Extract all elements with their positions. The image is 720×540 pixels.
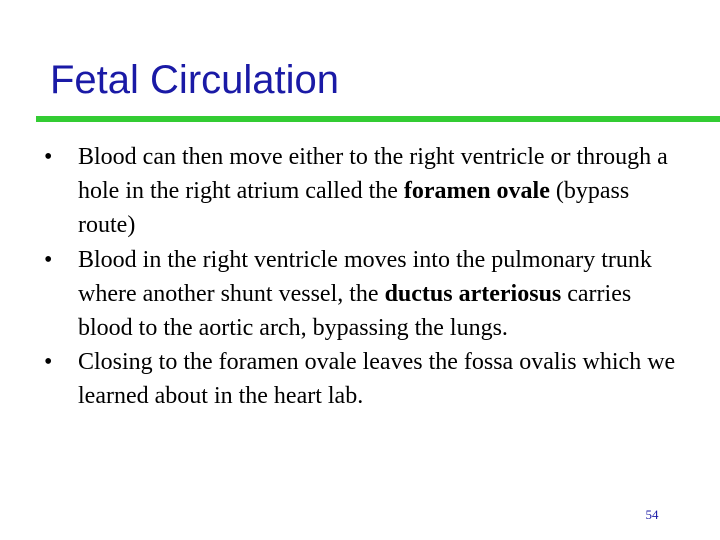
bullet-3-text-before: Closing to the foramen ovale leaves the fossa ovalis which we learned about in the heart lab.	[78, 349, 676, 410]
term-foramen-ovale: foramen ovale	[403, 178, 550, 205]
slide-title: Fetal Circulation	[50, 58, 340, 102]
bullet-2-text-before: Blood in the right ventricle moves into the pulmonary trunk where another shunt vessel, the	[78, 246, 652, 307]
title-divider	[36, 116, 720, 122]
bullet-marker: •	[44, 246, 53, 273]
bullet-item-3	[44, 345, 684, 413]
bullet-item-2	[44, 243, 684, 346]
bullet-1-text-after: (bypass route)	[78, 178, 630, 239]
page-number: 54	[645, 507, 659, 522]
bullet-list	[44, 140, 684, 414]
term-ductus-arteriosus: ductus arteriosus	[384, 280, 562, 307]
bullet-marker: •	[44, 144, 53, 170]
bullet-marker: •	[44, 349, 53, 376]
bullet-2-text-after: carries blood to the aortic arch, bypassing the lungs.	[78, 280, 632, 342]
bullet-item-1	[44, 140, 684, 243]
bullet-1-text-before: Blood can then move either to the right ventricle or through a hole in the right atrium called the	[78, 144, 668, 205]
